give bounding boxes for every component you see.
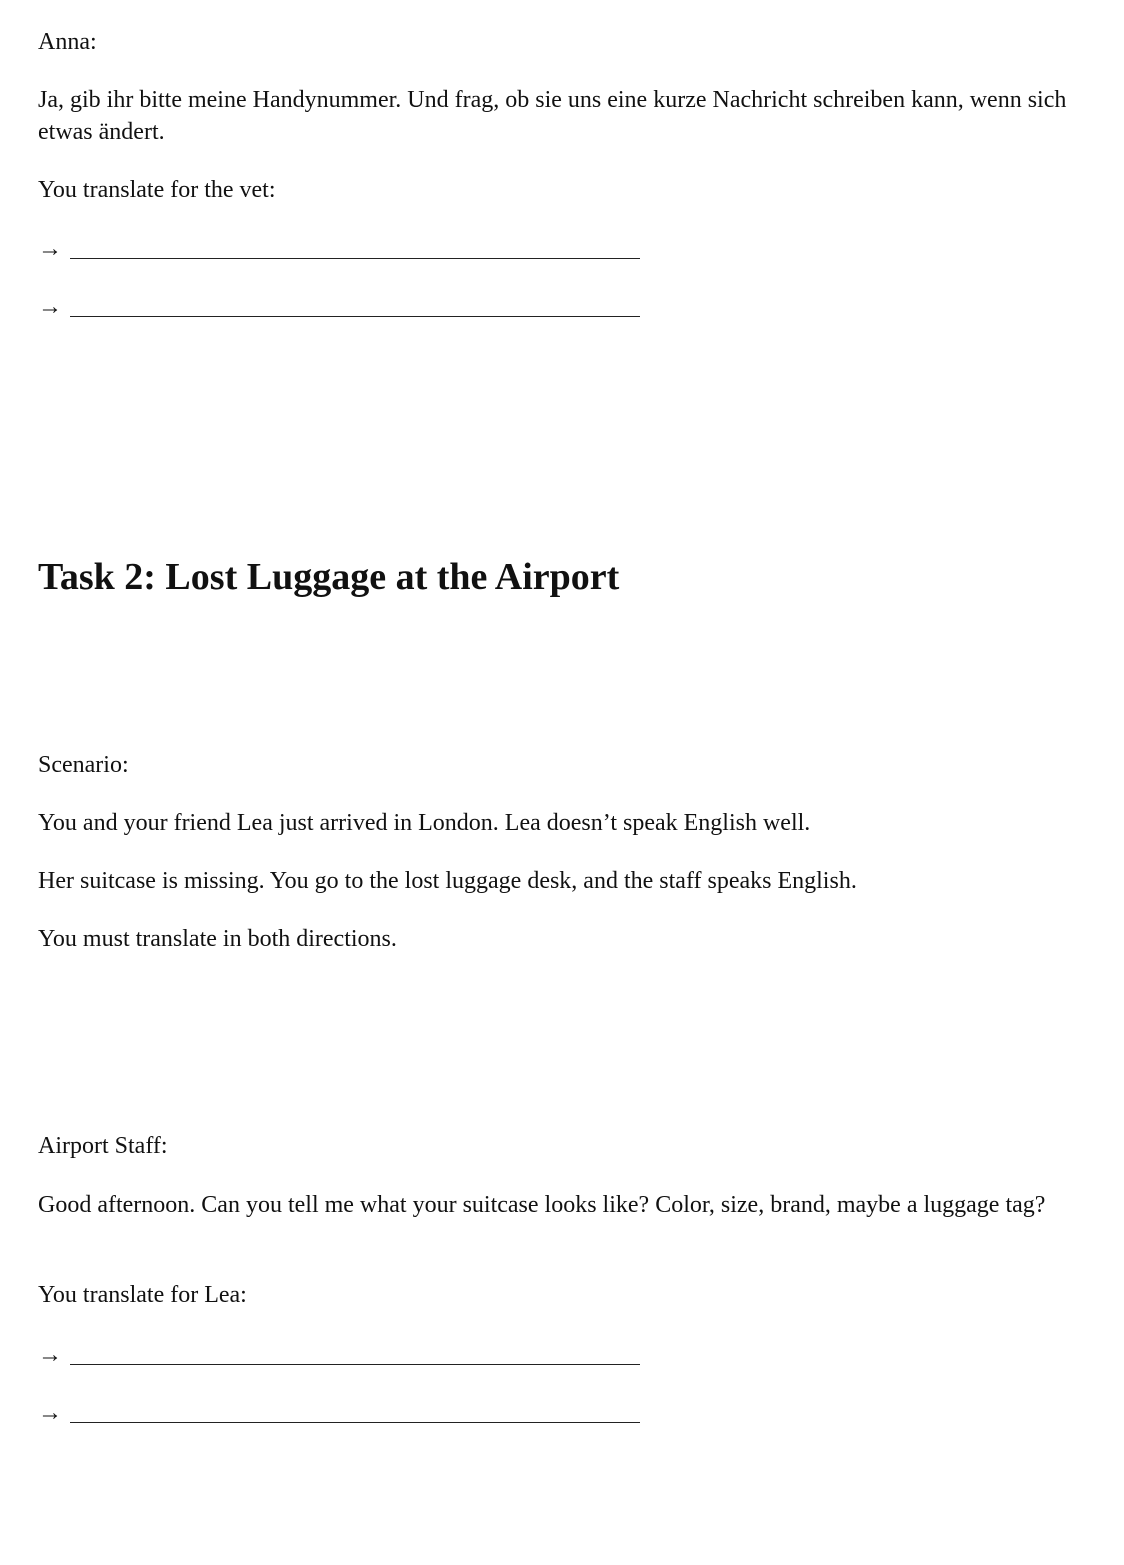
- answer-blank[interactable]: [70, 1339, 640, 1365]
- answer-blank[interactable]: [70, 1397, 640, 1423]
- scenario-line-1: You and your friend Lea just arrived in London. Lea doesn’t speak English well.: [38, 810, 811, 836]
- arrow-icon: →: [38, 1400, 62, 1426]
- instruction-translate-vet: You translate for the vet:: [38, 177, 276, 203]
- staff-utterance: Good afternoon. Can you tell me what your suitcase looks like? Color, size, brand, maybe a luggage tag?: [38, 1192, 1046, 1218]
- scenario-line-3: You must translate in both directions.: [38, 926, 397, 952]
- scenario-line-2: Her suitcase is missing. You go to the lost luggage desk, and the staff speaks English.: [38, 868, 857, 894]
- answer-line-3[interactable]: [38, 1339, 640, 1371]
- arrow-icon: →: [38, 1342, 62, 1368]
- arrow-icon: →: [38, 294, 62, 320]
- answer-line-1[interactable]: [38, 233, 640, 265]
- speaker-anna: Anna:: [38, 29, 97, 55]
- answer-line-4[interactable]: [38, 1397, 640, 1429]
- answer-line-2[interactable]: [38, 291, 640, 323]
- anna-utterance: Ja, gib ihr bitte meine Handynummer. Und frag, ob sie uns eine kurze Nachricht schreiben kann, wenn sich etwas ändert.: [38, 87, 1067, 145]
- scenario-label: Scenario:: [38, 752, 129, 778]
- instruction-translate-lea: You translate for Lea:: [38, 1282, 247, 1308]
- answer-blank[interactable]: [70, 291, 640, 317]
- speaker-airport-staff: Airport Staff:: [38, 1133, 168, 1159]
- answer-blank[interactable]: [70, 233, 640, 259]
- task-heading: Task 2: Lost Luggage at the Airport: [38, 556, 620, 598]
- arrow-icon: →: [38, 236, 62, 262]
